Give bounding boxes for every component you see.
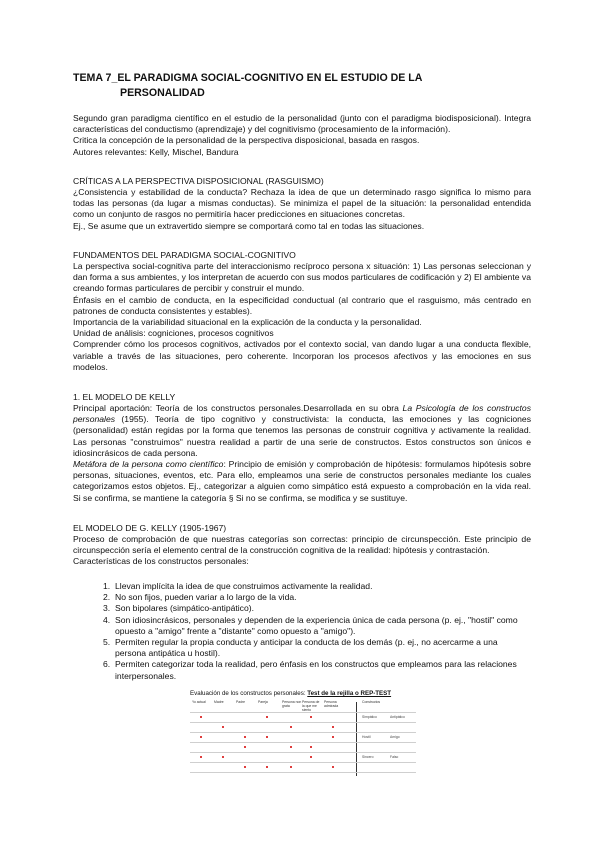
kelly-heading: 1. EL MODELO DE KELLY bbox=[73, 392, 176, 402]
fundamentos-paragraph-4: Unidad de análisis: cogniciones, procesos cognitivos bbox=[73, 328, 274, 339]
grid-mark bbox=[310, 716, 312, 718]
fundamentos-heading: FUNDAMENTOS DEL PARADIGMA SOCIAL-COGNITIVO bbox=[73, 250, 296, 260]
grid-row-line bbox=[190, 712, 416, 713]
kelly-model-paragraph-2: Características de los constructos personales: bbox=[73, 556, 249, 567]
list-item: 1. Llevan implícita la idea de que construimos activamente la realidad. bbox=[103, 581, 373, 591]
grid-construct-label: Antipático bbox=[390, 715, 405, 719]
grid-column-header: Persona non grata bbox=[282, 700, 302, 708]
title-line-1: TEMA 7_EL PARADIGMA SOCIAL-COGNITIVO EN EL ESTUDIO DE LA bbox=[73, 72, 423, 84]
list-item: 4. Son idiosincrásicos, personales y dependen de la experiencia única de cada persona (p. ej., "hostil" como opuesto a "amigo" frente a "distante" como opuesto a "amigo"). bbox=[103, 614, 518, 636]
intro-paragraph-3: Autores relevantes: Kelly, Mischel, Bandura bbox=[73, 146, 239, 157]
grid-mark bbox=[290, 726, 292, 728]
rep-test-figure bbox=[190, 690, 416, 778]
grid-mark bbox=[200, 716, 202, 718]
rep-test-grid bbox=[190, 700, 416, 778]
grid-construct-label: Sincero bbox=[362, 755, 374, 759]
intro-paragraph-2: Critica la concepción de la personalidad de la perspectiva disposicional, basada en rasgos. bbox=[73, 135, 420, 146]
criticas-paragraph-1: ¿Consistencia y estabilidad de la conducta? Rechaza la idea de que un determinado rasgo significa lo mismo para todas las personas (da lugar a mismas conductas). Se minimiza el papel de la situación: la personalidad entendida como un conjunto de rasgos no permitiría hacer predicciones en situaciones concretas. bbox=[73, 187, 531, 220]
grid-mark bbox=[266, 716, 268, 718]
grid-mark bbox=[200, 736, 202, 738]
kelly-paragraph-1: Principal aportación: Teoría de los constructos personales.Desarrollada en su obra La Psicología de los constructos personales (1955). Teoría de tipo cognitivo y constructivista: la conducta, las emociones y las cogniciones (personalidad) están regidas por la forma que tenemos las personas de construir cognitiva y activamente la realidad. Las personas "construimos" nuestra realidad a partir de una serie de constructos. Estos constructos son únicos e idiosincrásicos de cada persona. bbox=[73, 403, 531, 458]
fundamentos-paragraph-3: Importancia de la variabilidad situacional en la explicación de la conducta y la personalidad. bbox=[73, 317, 422, 328]
grid-row-line bbox=[190, 732, 416, 733]
grid-construct-label: Falso bbox=[390, 755, 399, 759]
fundamentos-paragraph-1: La perspectiva social-cognitiva parte del interaccionismo recíproco persona x situación: 1) Las personas seleccionan y dan forma a sus ambientes, y los interpretan de acuerdo con sus modos particulares de codificación y 2) El ambiente va creando formas particulares de percibir y construir el mundo. bbox=[73, 261, 531, 294]
grid-construct-label: Hostil bbox=[362, 735, 371, 739]
grid-mark bbox=[244, 736, 246, 738]
constructs-characteristics-list bbox=[73, 581, 531, 682]
grid-row-line bbox=[190, 752, 416, 753]
grid-mark bbox=[290, 746, 292, 748]
intro-section bbox=[73, 113, 531, 158]
metaphor-label: Metáfora de la persona como científico bbox=[73, 459, 224, 470]
rep-test-link[interactable]: Test de la rejilla o REP-TEST bbox=[307, 690, 392, 697]
document-title bbox=[73, 71, 543, 101]
grid-mark bbox=[290, 766, 292, 768]
intro-paragraph-1: Segundo gran paradigma científico en el estudio de la personalidad (junto con el paradigma biodisposicional). Integra características del conductismo (aprendizaje) y del cognitivismo (procesamiento de la información). bbox=[73, 113, 531, 135]
figure-caption: Evaluación de los constructos personales: Test de la rejilla o REP-TEST bbox=[190, 690, 392, 697]
criticas-heading: CRÍTICAS A LA PERSPECTIVA DISPOSICIONAL (RASGUISMO) bbox=[73, 176, 324, 186]
list-item: 3. Son bipolares (simpático-antipático). bbox=[103, 603, 254, 614]
list-item: 5. Permiten regular la propia conducta y anticipar la conducta de los demás (p. ej., no acercarme a una persona antipática u hostil). bbox=[103, 637, 498, 659]
grid-mark bbox=[310, 756, 312, 758]
grid-construct-label: Amigo bbox=[390, 735, 400, 739]
grid-mark bbox=[244, 746, 246, 748]
grid-column-header: Yo actual bbox=[192, 700, 206, 704]
grid-mark bbox=[332, 726, 334, 728]
grid-mark bbox=[332, 766, 334, 768]
grid-column-header: Padre bbox=[236, 700, 246, 704]
grid-mark bbox=[266, 766, 268, 768]
kelly-model-heading: EL MODELO DE G. KELLY (1905-1967) bbox=[73, 523, 227, 533]
grid-column-header: Constructos bbox=[362, 700, 381, 704]
fundamentos-paragraph-2: Énfasis en el cambio de conducta, en la especificidad conductual (al contrario que el rasguismo, más centrado en patrones de conducta consistentes y estables). bbox=[73, 294, 531, 316]
grid-mark bbox=[222, 726, 224, 728]
kelly-model-paragraph-1: Proceso de comprobación de que nuestras categorías son correctas: principio de circunspección. Este principio de circunspección sería el elemento central de la construcción cognitiva de la realidad: hipótesis y contrastación. bbox=[73, 534, 531, 556]
grid-mark bbox=[266, 736, 268, 738]
grid-column-header: Pareja bbox=[258, 700, 268, 704]
grid-divider bbox=[356, 702, 357, 776]
criticas-section bbox=[73, 187, 531, 232]
fundamentos-paragraph-5: Comprender cómo los procesos cognitivos, activados por el contexto social, van dando lugar a una conducta flexible, variable a través de las situaciones, pero coherente. Incorporan los procesos afectivos y las emociones en sus modelos. bbox=[73, 339, 531, 372]
kelly-section bbox=[73, 403, 531, 504]
grid-mark bbox=[244, 766, 246, 768]
kelly-paragraph-2: Metáfora de la persona como científico: Principio de emisión y comprobación de hipótesis: formulamos hipótesis sobre personas, situaciones, eventos, etc. Para ello, empleamos una serie de constructos personales mediante los cuales categorizamos estos objetos. Ej., categorizar a alguien como simpático está expuesto a comprobación en la vida real. Si se confirma, se mantiene la categoría § Si no se confirma, se modifica y se sustituye. bbox=[73, 459, 531, 503]
grid-mark bbox=[200, 756, 202, 758]
grid-column-header: Madre bbox=[214, 700, 224, 704]
grid-mark bbox=[310, 746, 312, 748]
grid-column-header: Persona admirada bbox=[324, 700, 339, 708]
criticas-paragraph-2: Ej., Se asume que un extravertido siempre se comportará como tal en todas las situaciones. bbox=[73, 220, 425, 231]
fundamentos-section bbox=[73, 261, 531, 373]
grid-row-line bbox=[190, 772, 416, 773]
grid-row-line bbox=[190, 742, 416, 743]
grid-mark bbox=[332, 736, 334, 738]
title-line-2: PERSONALIDAD bbox=[120, 87, 205, 99]
grid-row-line bbox=[190, 762, 416, 763]
list-item: 6. Permiten categorizar toda la realidad, pero énfasis en los constructos que empleamos para las relaciones interpersonales. bbox=[103, 659, 517, 681]
grid-construct-label: Simpático bbox=[362, 715, 377, 719]
grid-row-line bbox=[190, 722, 416, 723]
book-title: La Psicología de los constructos personales bbox=[73, 403, 531, 425]
grid-mark bbox=[222, 756, 224, 758]
kelly-model-section bbox=[73, 534, 531, 568]
list-item: 2. No son fijos, pueden variar a lo largo de la vida. bbox=[103, 592, 297, 603]
grid-column-header: Persona de la que me siento bbox=[302, 700, 320, 712]
